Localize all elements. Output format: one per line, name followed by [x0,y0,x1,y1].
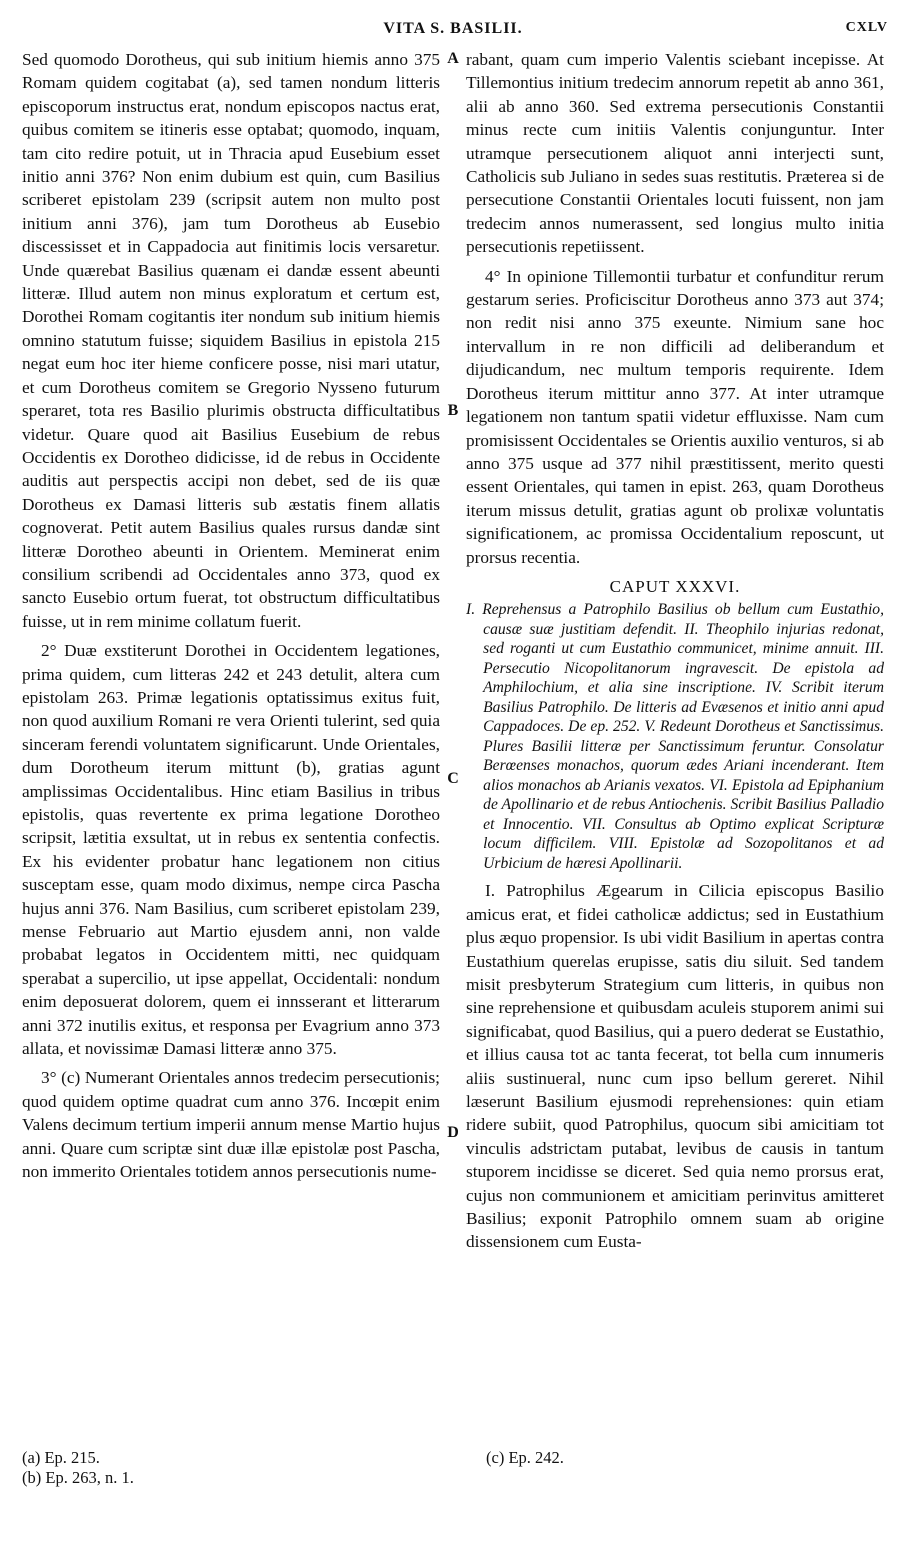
footnotes-left [22,1448,134,1488]
paragraph: I. Patrophilus Ægearum in Cilicia episcopus Basilio amicus erat, et fidei catholicæ addictus; sed in Eustathium plus æquo propensior. Is ubi vidit Basilium in apertas contra Eustathium querelas erupisse, satis diu siluit. Sed tandem misit presbyterum Strategium cum litteris, in quibus non sine reprehensione et quibusdam aculeis stuporem animi sui significabat, quod Basilius, qui a puero dederat se Eustathio, et illius causa tot ac tanta fecerat, tot bella cum innumeris aliis sustinueral, nunc cum ipso bellum gereret. Nihil læserunt Basilium ejusmodi reprehensiones: quin etiam ridere subiit, quod Patrophilus, quocum sibi amicitiam tot vinculis adstrictam putabat, levibus de causis in tantum stuporem incidisse se diceret. Sed quia nemo prorsus erat, cujus non communionem et amicitiam perinvitus amitteret Basilius; exponit Patrophilo omnem suam ab origine dissensionem cum Eusta- [466,881,885,1252]
chapter-heading: CAPUT XXXVI. [609,576,741,596]
paragraph: 4° In opinione Tillemontii turbatur et confunditur rerum gestarum series. Proficiscitur Dorotheus anno 373 aut 374; non redit nisi anno 375 exeunte. Nimium sane hoc intervallum in re non difficili ad deliberandum et dijudicandum, nec multum temporis requirente. Idem Dorotheus iterum mittitur anno 377. At inter utramque legationem non tantum spatii videtur effluxisse. Nam cum promisissent Occidentales se Orientis auxilio venturos, si ab anno 375 usque ad 377 nihil præstitissent, merito questi essent Orientales, qui tamen in epist. 263, quam Dorotheus iterum missus detulit, gratias agunt ob prolixæ voluntatis significationem, ac promissa Occidentalium reposcunt, ut prorsus recentia. [466,266,884,567]
footnote: (c) Ep. 242. [486,1448,564,1467]
margin-letter-d: D [447,1124,459,1141]
footnote: (a) Ep. 215. [22,1448,100,1467]
paragraph: 3° (c) Numerant Orientales annos tredecim persecutionis; quod quidem optime quadrat cum anno 376. Incœpit enim Valens decimum tertium imperii annum mense Martio hujus anni. Quare cum scriptæ sint duæ illæ epistolæ post Pascha, non immerito Orientales totidem annos persecutionis nume- [22,1068,440,1182]
margin-letter-b: B [447,402,459,419]
right-column [466,48,884,1260]
running-title: VITA S. BASILII. [383,20,523,37]
footnotes-right [486,1448,564,1468]
margin-letter-c: C [447,770,459,787]
chapter-summary: I. Reprehensus a Patrophilo Basilius ob bellum cum Eustathio, causæ suæ justitiam defendit. II. Theophilo injurias redonat, sed roganti ut cum Eustathio communicet, minime annuit. III. Persecutio Nicopolitanorum ingravescit. De epistola ad Amphilochium, et alia sine inscriptione. IV. Scribit iterum Basilius Patrophilo. De litteris ad Evæsenos et initio anni apud Cappadoces. De ep. 252. V. Redeunt Dorotheus et Sanctissimus. Plures Basilii litteræ per Sanctissimum feruntur. Consolatur Berœenses monachos, quorum ædes Ariani incenderant. Item alios monachos ab Arianis vexatos. VI. Epistola ad Epiphanium de Apollinario et de rebus Antiochenis. Scribit Basilius Palladio et Innocentio. VII. Consultus ab Optimo explicat Scripturæ locum difficilem. VIII. Epistolæ ad Sozopolitanos et ad Urbicium de hæresi Apollinarii. [466,601,884,872]
paragraph: rabant, quam cum imperio Valentis sciebant incepisse. At Tillemontius initium tredecim annorum repetit ab anno 361, alii ab anno 360. Sed extrema persecutionis Constantii minus recte cum initiis Valentis conjunguntur. Inter utramque persecutionem aliquot anni interjecti sunt, Catholicis sub Juliano in sedes suas restitutis. Præterea si de persecutione Constantii Orientales locuti fuissent, non jam tredecim annos numerassent, sed longius multo initia persecutionis repetiissent. [466,50,884,257]
footnote: (b) Ep. 263, n. 1. [22,1468,134,1487]
page-header [0,20,906,44]
page-number: CXLV [845,20,888,35]
margin-letter-a: A [447,50,459,67]
paragraph: Sed quomodo Dorotheus, qui sub initium hiemis anno 375 Romam quidem cogitabat (a), sed tamen nondum litteris episcoporum instructus erat, nondum episcopos nactus erat, quibus comitem se itineris esse optabat; quomodo, inquam, tam cito redire potuit, ut in Thracia apud Eusebium esset initio anni 376? Non enim dubium est quin, cum Basilius scriberet epistolam 239 (scripsit autem non multo post initium anni 376), jam tum Dorotheus ab Eusebio discessisset et in Cappadocia aut finitimis locis versaretur. Unde quærebat Basilius quænam ei dandæ essent abeunti litteræ. Illud autem non minus exploratum et certum est, Dorothei Romam cogitantis iter nondum sub initium hiemis omnino statutum fuisse; siquidem Basilius in epistola 215 negat eum hoc iter hieme conficere posse, nisi mari utatur, et cum Dorotheus comitem se Gregorio Nysseno futurum speraret, tota res Basilio plurimis obstructa difficultatibus videtur. Quare quod ait Basilius Eusebium de rebus Occidentis ex Dorotheo didicisse, id de rebus in Occidente auditis aut perspectis accipi non debet, sed de iis quæ Dorotheus ex Damasi litteris sub æstatis finem allatis cognoverat. Petit autem Basilius quales rursus dandæ sint litteræ Dorotheo abeunti in Orientem. Meminerat enim consilium scribendi ad Occidentales anno 373, quod ex sancto Eusebio ortum fuerat, tot obstructum difficultatibus fuisse, ut in rem minime collatum fuerit. [22,50,440,631]
paragraph: 2° Duæ exstiterunt Dorothei in Occidentem legationes, prima quidem, cum litteras 242 et 243 detulit, altera cum epistolam 263. Primæ legationis optatissimus exitus fuit, non quod auxilium Romani re vera Orienti tulerint, sed quia sinceram ferendi voluntatem significarunt. Unde Orientales, dum Dorotheum iterum mittunt (b), gratias agunt amplissimas Occidentalibus. Hinc etiam Basilius in tribus epistolis, quas revertente ex prima legatione Dorotheo scripsit, lætitia exsultat, ut in rebus ex sententia confectis. Ex his evidenter probatur hanc legationem non citius susceptam esse, quam modo diximus, nempe circa Pascha hujus anni 376. Nam Basilius, cum scriberet epistolam 239, mense Februario aut Martio ejusdem anni, non valde probabat legatos in Occidentem mitti, nec quidquam sperabat a supercilio, ut ipse appellat, Occidentali: nondum enim deposuerat dolorem, quem ei innsserant et litterarum anni 372 inutilis exitus, et responsa per Evagrium anno 373 allata, et novissimæ Damasi litteræ anno 375. [22,641,440,1059]
left-column [22,48,440,1190]
